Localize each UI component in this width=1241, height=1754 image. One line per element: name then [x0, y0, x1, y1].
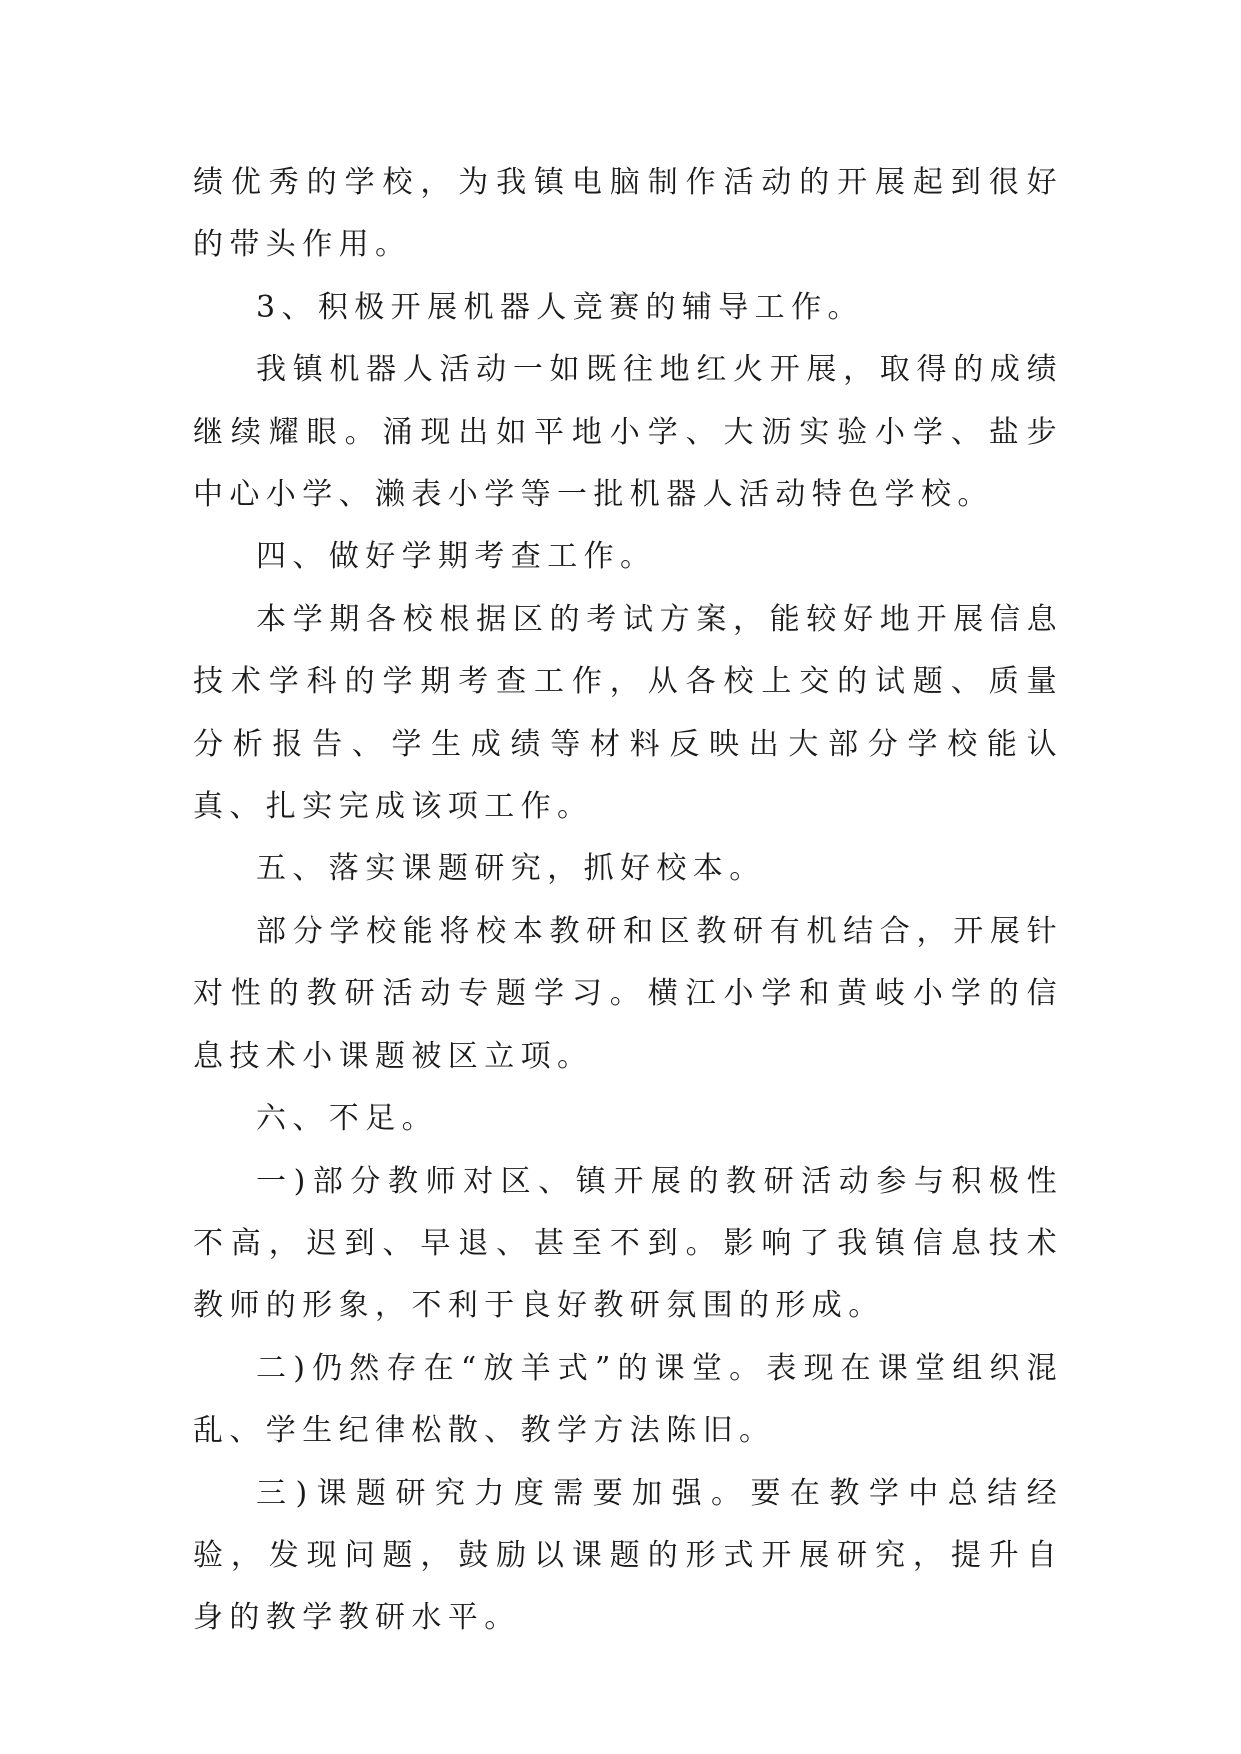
section-heading-research: 五、落实课题研究，抓好校本。 [256, 851, 766, 887]
paragraph-exam: 本学期各校根据区的考试方案，能较好地开展信息技术学科的学期考查工作，从各校上交的试题、质量分析报告、学生成绩等材料反映出大部分学校能认真、扎实完成该项工作。 [193, 601, 1063, 825]
paragraph-research: 部分学校能将校本教研和区教研有机结合，开展针对性的教研活动专题学习。横江小学和黄岐小学的信息技术小课题被区立项。 [193, 913, 1063, 1074]
document-body [193, 152, 1063, 1650]
paragraph-robot-heading: 3、积极开展机器人竞赛的辅导工作。 [256, 289, 864, 325]
section-heading-shortcomings: 六、不足。 [256, 1101, 438, 1137]
paragraph-shortcoming-2: 二)仍然存在“放羊式”的课堂。表现在课堂组织混乱、学生纪律松散、教学方法陈旧。 [193, 1350, 1063, 1449]
paragraph-robot-activity: 我镇机器人活动一如既往地红火开展，取得的成绩继续耀眼。涌现出如平地小学、大沥实验小学、盐步中心小学、濑表小学等一批机器人活动特色学校。 [193, 352, 1063, 513]
paragraph-shortcoming-3: 三)课题研究力度需要加强。要在教学中总结经验，发现问题，鼓励以课题的形式开展研究，提升自身的教学教研水平。 [193, 1475, 1063, 1636]
paragraph-shortcoming-1: 一)部分教师对区、镇开展的教研活动参与积极性不高，迟到、早退、甚至不到。影响了我镇信息技术教师的形象，不利于良好教研氛围的形成。 [193, 1163, 1063, 1324]
paragraph-continuation: 绩优秀的学校，为我镇电脑制作活动的开展起到很好的带头作用。 [193, 165, 1063, 263]
section-heading-exam: 四、做好学期考查工作。 [256, 539, 657, 575]
